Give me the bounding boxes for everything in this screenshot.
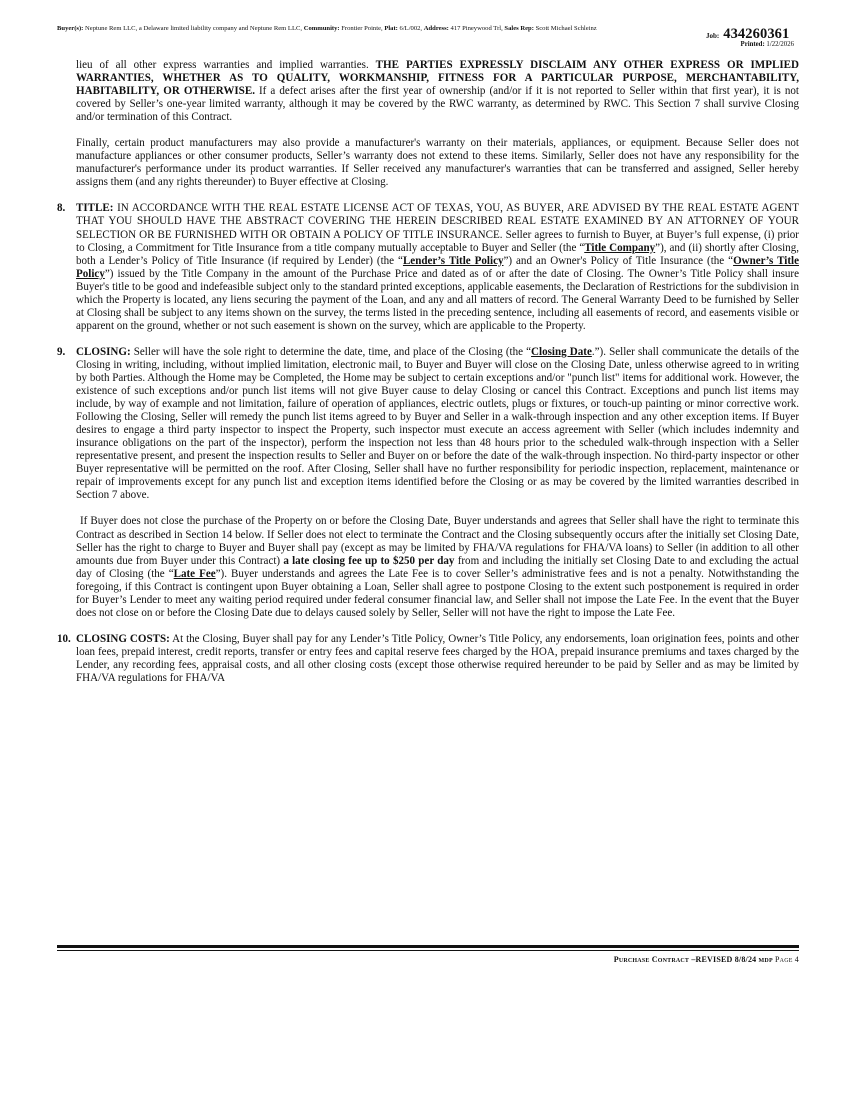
defined-term: Owner’s Title Policy (76, 254, 799, 280)
community-value: Frontier Pointe, (341, 25, 383, 32)
manufacturer-warranty-paragraph: Finally, certain product manufacturers may also provide a manufacturer's warranty on their materials, appliances, or equipment. Because Seller does not manufacture appliances or other consumer products, Seller’s warranty does not extend to these items. Similarly, Seller does not have any responsibility for the manufacturer's performance under its product warranties. If Seller received any manufacturer's warranties that can be transferred and assigned, Seller hereby assigns them (and any rights thereunder) to Buyer effective at Closing. (76, 137, 799, 189)
address-label: Address: (423, 25, 449, 32)
page-number: Page 4 (775, 955, 799, 964)
section-title: CLOSING: (76, 345, 131, 358)
header-buyer-info (57, 25, 697, 34)
late-fee-amount: a late closing fee up to $250 per day (283, 554, 455, 567)
section-9-closing: 9. CLOSING: Seller will have the sole right to determine the date, time, and place of the Closing (the “Closing Date.”). Seller shall communicate the details of the Closing in writing, including, without implied limitation, electronic mail, to Buyer and Buyer will close on the Closing Date, unless otherwise agreed to in writing by both Parties. Although the Home may be Completed, the Home may be subject to certain exceptions and/or "punch list" items for additional work. However, the existence of such exceptions and/or punch list items will not give Buyer cause to delay Closing or cancel this Contract. Exceptions and punch list items may include, by way of example and not limitation, failure of operation of appliances, electric outlets, plugs or fixtures, or touch-up painting or minor corrective work. Following the Closing, Seller will remedy the punch list items agreed to by Buyer and Seller in a walk-through inspection and any other exception items. If Buyer desires to engage a third party inspector to inspect the Property, such inspector must execute an access agreement with Seller (which includes indemnity and insurance obligations on the part of the inspector), perform the inspection not less than 48 hours prior to the scheduled walk-through inspection with a Seller representative present, and present the inspection results to Seller and Buyer on or before the date of the walk-through inspection. No third-party inspector or other Buyer representative will be permitted on the roof. After Closing, Seller shall have no further responsibility for periodic inspection, replacement, maintenance or repair of improvements except for any punch list and exception items identified before the Closing or as may be covered by the limited warranties described in Section 7 above. (57, 345, 799, 502)
sales-rep-value: Scott Michael Schleinz (535, 25, 597, 32)
buyer-value: Neptune Rem LLC, a Delaware limited liability company and Neptune Rem LLC, (85, 25, 303, 32)
job-number: 434260361 (723, 26, 790, 42)
defined-term: Lender’s Title Policy (402, 254, 504, 267)
plat-label: Plat: (384, 25, 398, 32)
page-footer (400, 955, 799, 964)
disclaimer-text: THE PARTIES EXPRESSLY DISCLAIM ANY OTHER EXPRESS OR IMPLIED WARRANTIES, WHETHER AS TO QUALITY, WORKMANSHIP, FITNESS FOR A PARTICULAR PURPOSE, MERCHANTABILITY, HABITABILITY, OR OTHERWISE. (76, 59, 799, 98)
section-10-closing-costs: 10. CLOSING COSTS: At the Closing, Buyer shall pay for any Lender’s Title Policy, Owner’s Title Policy, any endorsements, loan origination fees, points and other loan fees, prepaid interest, credit reports, transfer or entry fees and capital reserve fees charged by the HOA, prepaid insurance premiums and taxes charged by the Lender, any recording fees, appraisal costs, and all other closing costs (except those otherwise required hereunder to be paid by Seller and as may be limited by FHA/VA regulations for FHA/VA (57, 632, 799, 684)
plat-value: 6/L/002, (399, 25, 423, 32)
section7-continuation: lieu of all other express warranties and implied warranties. THE PARTIES EXPRESSLY DISCLAIM ANY OTHER EXPRESS OR IMPLIED WARRANTIES, WHETHER AS TO QUALITY, WORKMANSHIP, FITNESS FOR A PARTICULAR PURPOSE, MERCHANTABILITY, HABITABILITY, OR OTHERWISE. If a defect arises after the first year of ownership (and/or if it is not reported to Seller within that first year), it is not covered by Seller’s one-year limited warranty, although it may be covered by the RWC warranty, as determined by RWC. This Section 7 shall survive Closing and/or termination of this Contract. (76, 59, 799, 124)
footer-divider-thin (57, 950, 799, 951)
late-fee-paragraph: If Buyer does not close the purchase of the Property on or before the Closing Date, Buyer understands and agrees that Seller shall have the right to terminate this Contract as described in Section 14 below. If Seller does not elect to terminate the Contract and the Closing subsequently occurs after the initially set Closing Date, Seller has the right to charge to Buyer and Buyer shall pay (except as may be limited by FHA/VA regulations for FHA/VA loans) to Seller (in addition to all other amounts due from Buyer under this Contract) a late closing fee up to $250 per day from and including the initially set Closing Date to and excluding the actual day of Closing (the “Late Fee”). Buyer understands and agrees the Late Fee is to cover Seller’s administrative fees and is not a penalty. Notwithstanding the foregoing, if this Contract is contingent upon Buyer obtaining a Loan, Seller shall agree to postpone Closing to the extent such postponement is required in order for Buyer’s Lender to meet any waiting period required under federal consumer financial law, and Seller shall not impose the Late Fee. In the event that the Buyer does not close on or before the Closing Date due to delays caused solely by Seller, Seller will not have the right to impose the Late Fee. (76, 515, 799, 619)
printed-date: 1/22/2026 (766, 41, 794, 48)
printed-label: Printed: (740, 41, 765, 48)
footer-divider-thick (57, 945, 799, 948)
section-title: CLOSING COSTS: (76, 632, 170, 645)
job-label: Job: (706, 32, 720, 40)
defined-term: Title Company (584, 241, 656, 254)
address-value: 417 Pineywood Trl, (450, 25, 503, 32)
buyer-label: Buyer(s): (57, 25, 84, 32)
footer-label: Purchase Contract –REVISED 8/8/24 mdp (613, 955, 773, 964)
contract-body (57, 59, 799, 685)
sales-rep-label: Sales Rep: (504, 25, 534, 32)
section-8-title: 8. TITLE: IN ACCORDANCE WITH THE REAL ESTATE LICENSE ACT OF TEXAS, YOU, AS BUYER, ARE ADVISED BY THE REAL ESTATE AGENT THAT YOU SHOULD HAVE THE ABSTRACT COVERING THE HEREIN DESCRIBED REAL ESTATE EXAMINED BY AN ATTORNEY OF YOUR SELECTION OR BE FURNISHED WITH OR OBTAIN A POLICY OF TITLE INSURANCE. Seller agrees to furnish to Buyer, at Buyer’s full expense, (i) prior to Closing, a Commitment for Title Insurance from a title company mutually acceptable to Buyer and Seller (the “Title Company”), and (ii) shortly after Closing, both a Lender’s Policy of Title Insurance (if required by Lender) (the “Lender’s Title Policy”) and an Owner's Policy of Title Insurance (the “Owner’s Title Policy”) issued by the Title Company in the amount of the Purchase Price and dated as of or after the date of Closing. The Owner’s Title Policy shall insure Buyer's title to be good and indefeasible subject only to the standard printed exceptions, applicable easements, the Declaration of Restrictions for the subdivision in which the Property is located, any liens securing the payment of the Loan, and any and all matters of record. The General Warranty Deed to be furnished by Seller at Closing shall be subject to any items shown on the survey, the terms listed in the preceding sentence, including all easements of record, and easements visible or apparent on the ground, whether or not such easement is shown on the survey, which are applicable to the Property. (57, 202, 799, 332)
section-number: 9. (57, 345, 66, 358)
defined-term: Late Fee (173, 567, 216, 580)
section-number: 10. (57, 632, 71, 645)
section-title: TITLE: (76, 202, 114, 215)
section-number: 8. (57, 202, 66, 215)
header-job-info (706, 25, 796, 48)
community-label: Community: (303, 25, 340, 32)
defined-term: Closing Date (531, 345, 592, 358)
